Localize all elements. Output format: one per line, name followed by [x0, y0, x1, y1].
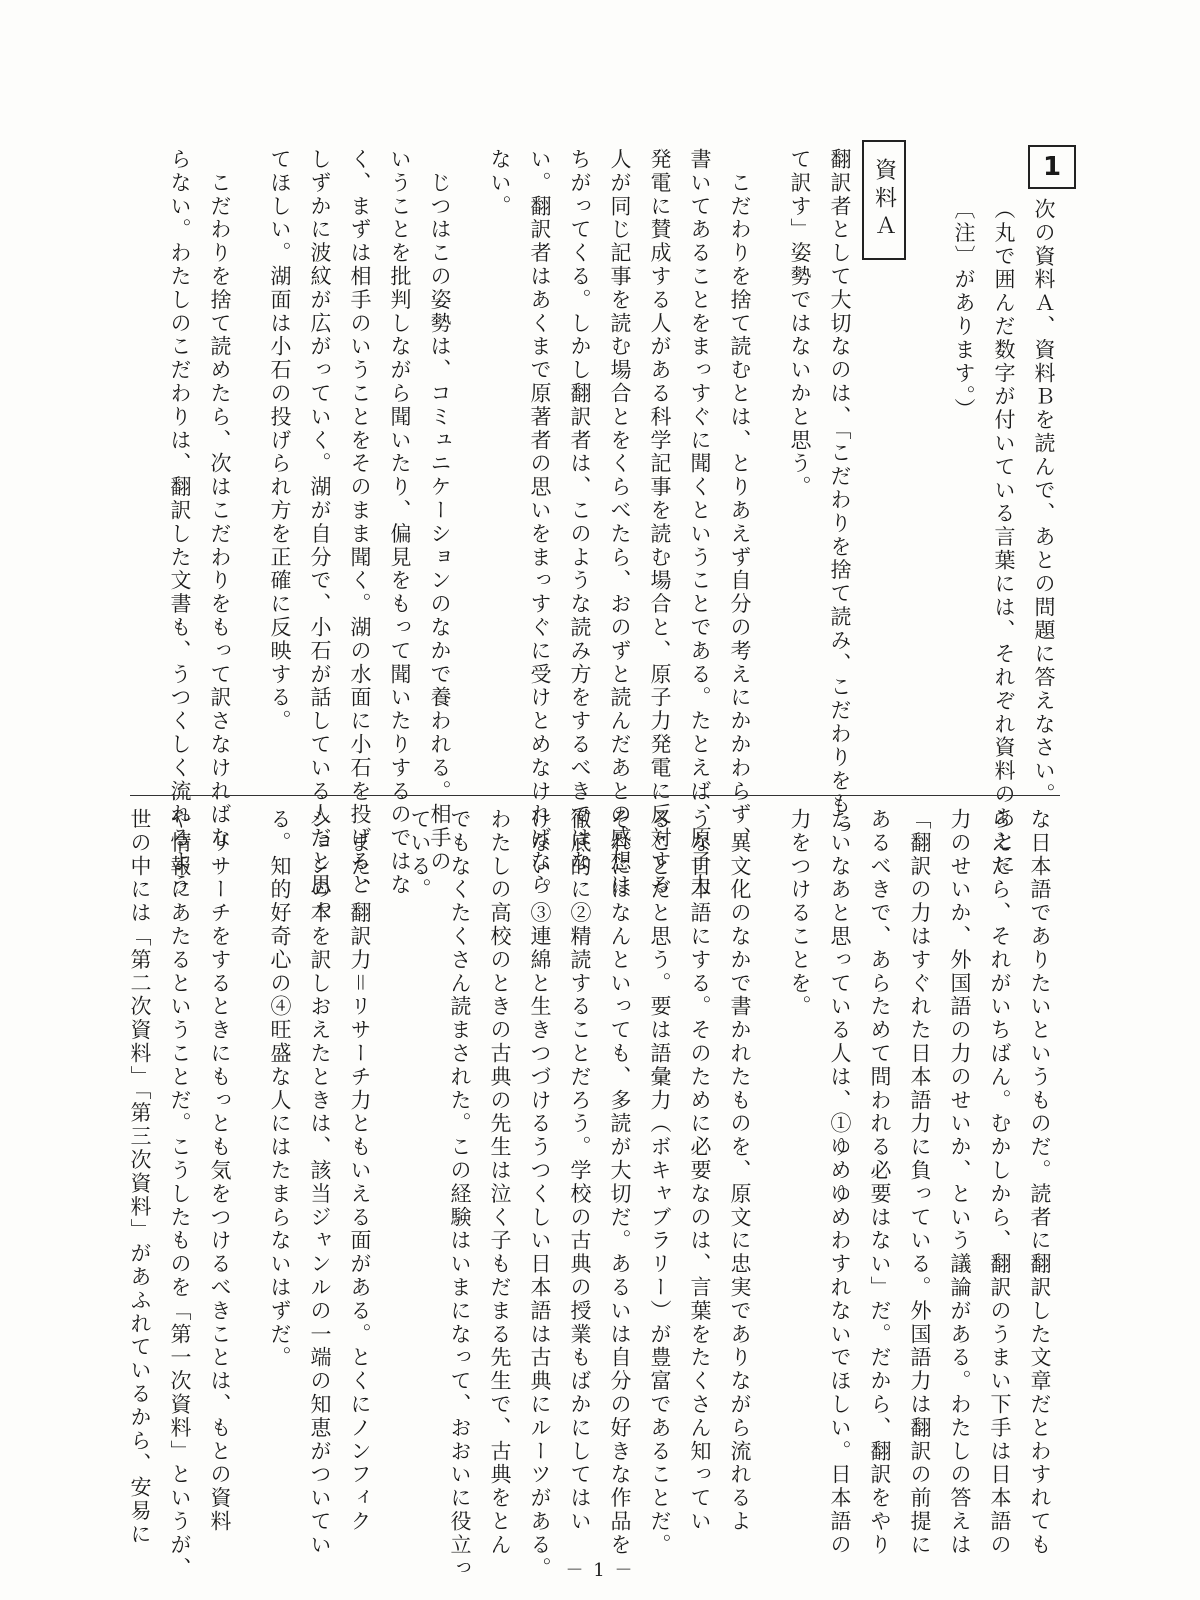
paragraph-gap — [760, 148, 780, 158]
text-column: ている。 — [408, 808, 432, 902]
instruction-line: （丸で囲んだ数字が付いている言葉には、それぞれ資料のあとに — [992, 198, 1016, 877]
paragraph-gap — [380, 808, 400, 818]
text-column: や情報にあたるということだ。こうしたものを「第一次資料」というが、 — [168, 808, 192, 1581]
text-column: リサーチをするときにもっとも気をつけるべきことは、もとの資料 — [208, 808, 232, 1534]
text-column: い。翻訳者はあくまで原著者の思いをまっすぐに受けとめなければなら — [528, 148, 552, 897]
text-column: また、翻訳力＝リサーチ力ともいえる面がある。とくにノンフィク — [348, 808, 372, 1534]
text-column: 人が同じ記事を読む場合とをくらべたら、おのずと読んだあとの感想は — [608, 148, 632, 897]
text-column: 徹底的に②精読することだろう。学校の古典の授業もばかにしてはい — [568, 808, 592, 1534]
lower-passage — [120, 808, 1060, 1580]
section-divider — [130, 795, 1060, 796]
problem-number: 1 — [1042, 152, 1062, 182]
instruction-line: 〔注〕があります。） — [952, 198, 976, 422]
text-column: それにはなんといっても、多読が大切だ。あるいは自分の好きな作品を — [608, 808, 632, 1557]
section-label-box — [862, 140, 906, 260]
text-column: いうことを批判しながら聞いたり、偏見をもって聞いたりするのではな — [388, 148, 412, 897]
text-column: うな日本語にする。そのために必要なのは、言葉をたくさん知ってい — [688, 808, 712, 1534]
text-column: でもなくたくさん読まされた。この経験はいまになって、おおいに役立っ — [448, 808, 472, 1581]
section-label: 資料Ａ — [871, 158, 897, 242]
text-column: く、まずは相手のいうことをそのまま聞く。湖の水面に小石を投げると — [348, 148, 372, 897]
text-column: 力をつけることを。 — [788, 808, 812, 1019]
text-column: 異文化のなかで書かれたものを、原文に忠実でありながら流れるよ — [728, 808, 752, 1534]
text-column: けない。③連綿と生きつづけるうつくしい日本語は古典にルーツがある。 — [528, 808, 552, 1581]
text-column: ションの本を訳しおえたときは、該当ジャンルの一端の知恵がついてい — [308, 808, 332, 1557]
upper-passage — [160, 148, 860, 920]
paragraph-gap — [240, 808, 260, 818]
text-column: 「翻訳の力はすぐれた日本語力に負っている。外国語力は翻訳の前提に — [908, 808, 932, 1557]
text-column: て訳す」姿勢ではないかと思う。 — [788, 148, 812, 499]
text-column: こだわりを捨て読めたら、次はこだわりをもって訳さなければな — [208, 148, 232, 850]
text-column: しずかに波紋が広がっていく。湖が自分で、小石が話している人だと思っ — [308, 148, 332, 921]
text-column: ることだと思う。要は語彙力（ボキャブラリー）が豊富であることだ。 — [648, 808, 672, 1557]
text-column: こだわりを捨て読むとは、とりあえず自分の考えにかかわらず、 — [728, 148, 752, 850]
text-column: じつはこの姿勢は、コミュニケーションのなかで養われる。相手の — [428, 148, 452, 874]
text-column: ちがってくる。しかし翻訳者は、このような読み方をするべきではな — [568, 148, 592, 874]
text-column: ない。 — [488, 148, 512, 219]
text-column: あるべきで、あらためて問われる必要はない」だ。だから、翻訳をやり — [868, 808, 892, 1557]
text-column: 書いてあることをまっすぐに聞くということである。たとえば、原子力 — [688, 148, 712, 897]
text-column: らない。わたしのこだわりは、翻訳した文書も、うつくしく流れるよう — [168, 148, 192, 897]
paragraph-gap — [240, 148, 260, 158]
text-column: わたしの高校のときの古典の先生は泣く子もだまる先生で、古典をとん — [488, 808, 512, 1557]
problem-number-box — [1028, 145, 1076, 189]
text-column: 力のせいか、外国語の力のせいか、という議論がある。わたしの答えは — [948, 808, 972, 1557]
text-column: 世の中には「第二次資料」「第三次資料」があふれているから、安易に — [128, 808, 152, 1547]
text-column: たいなあと思っている人は、①ゆめゆめわすれないでほしい。日本語の — [828, 808, 852, 1557]
paragraph-gap — [460, 148, 480, 158]
text-column: な日本語でありたいというものだ。読者に翻訳した文章だとわすれても — [1028, 808, 1052, 1557]
text-column: らえたら、それがいちばん。むかしから、翻訳のうまい下手は日本語の — [988, 808, 1012, 1557]
paragraph-gap — [760, 808, 780, 818]
text-column: てほしい。湖面は小石の投げられ方を正確に反映する。 — [268, 148, 292, 733]
instructions — [944, 198, 1064, 877]
page-number: － 1 － — [565, 1560, 635, 1581]
instruction-line: 次の資料Ａ、資料Ｂを読んで、あとの問題に答えなさい。 — [1032, 198, 1056, 807]
text-column: る。知的好奇心の④旺盛な人にはたまらないはずだ。 — [268, 808, 292, 1370]
text-column: 翻訳者として大切なのは、「こだわりを捨て読み、こだわりをもっ — [828, 148, 852, 840]
text-column: 発電に賛成する人がある科学記事を読む場合と、原子力発電に反対する — [648, 148, 672, 897]
